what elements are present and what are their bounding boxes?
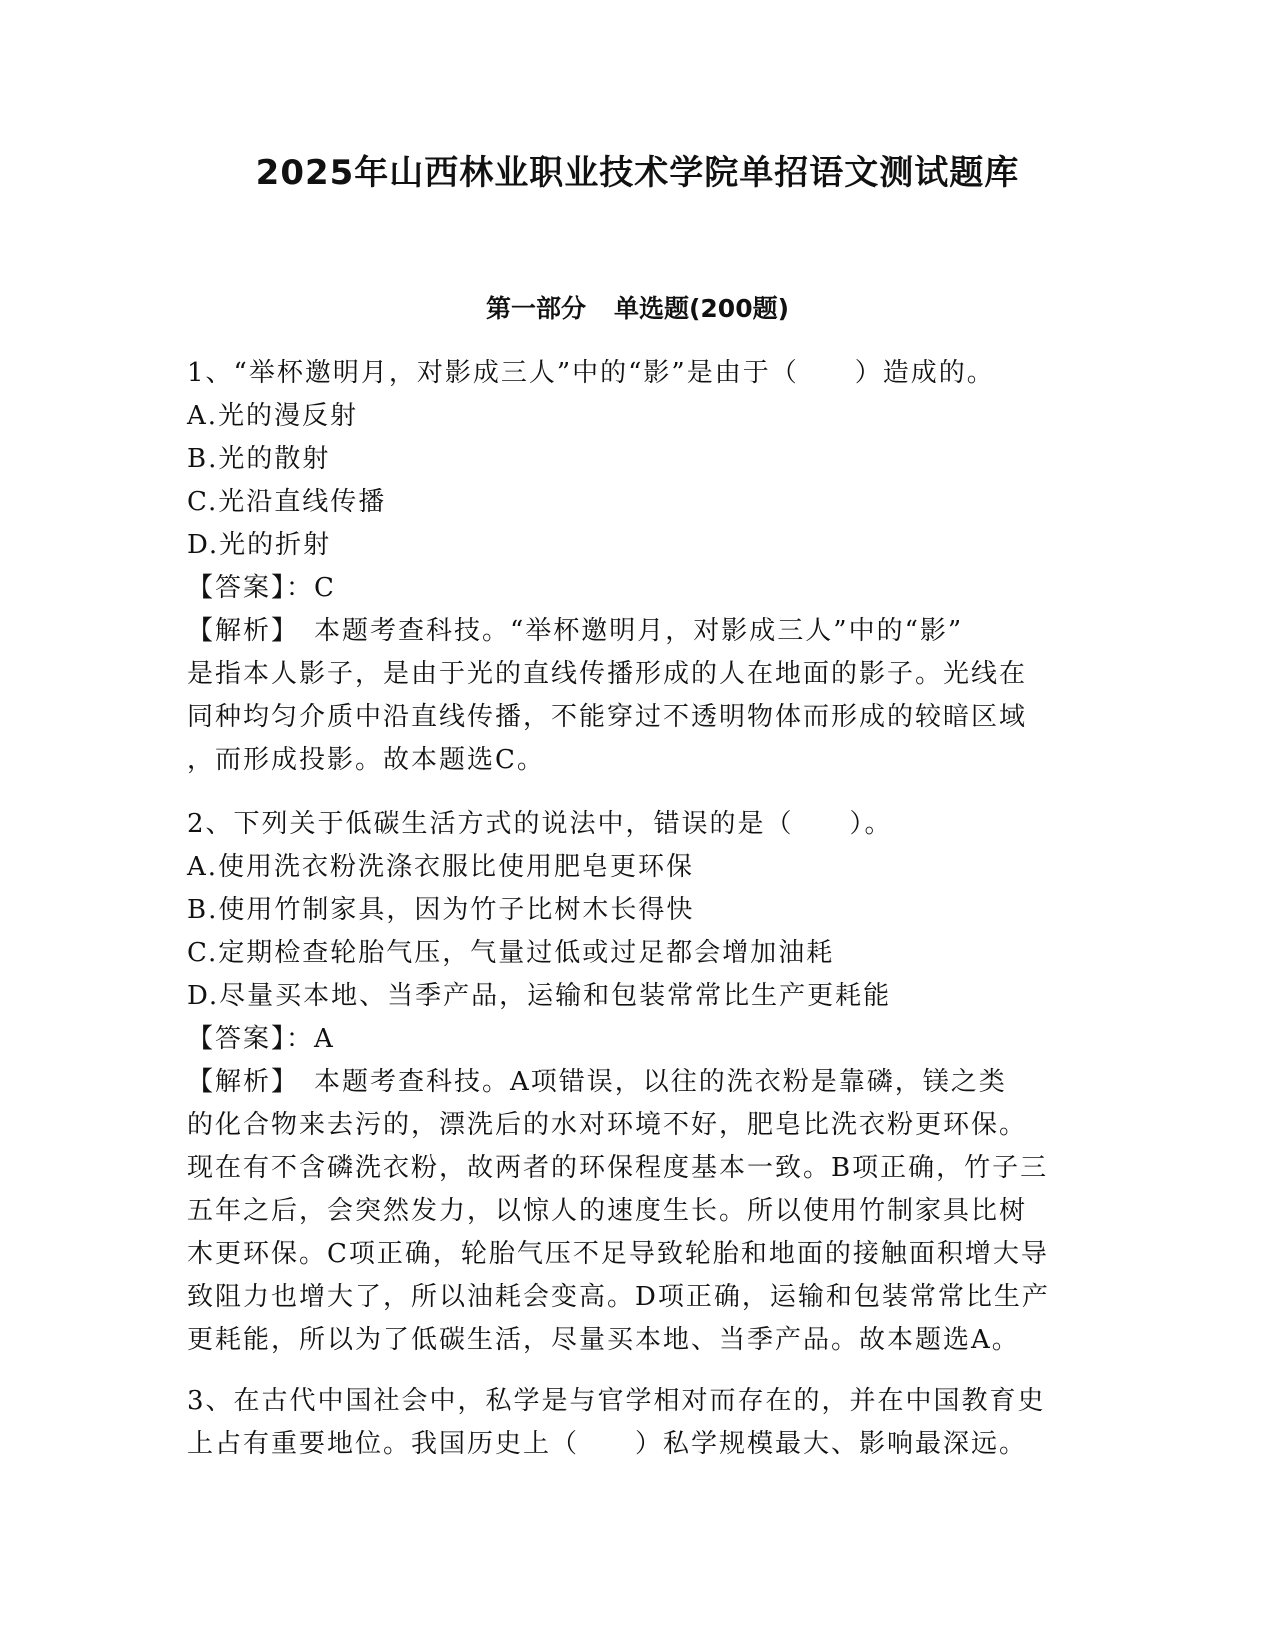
option-a: A.使用洗衣粉洗涤衣服比使用肥皂更环保: [187, 852, 695, 882]
option-a: A.光的漫反射: [187, 401, 359, 431]
question-stem: 3、在古代中国社会中，私学是与官学相对而存在的，并在中国教育史: [187, 1386, 1046, 1416]
option-c: C.光沿直线传播: [187, 487, 387, 517]
question-stem: 上占有重要地位。我国历史上（ ）私学规模最大、影响最深远。: [187, 1429, 1028, 1459]
analysis-line: 更耗能，所以为了低碳生活，尽量买本地、当季产品。故本题选A。: [187, 1325, 1020, 1355]
analysis-line: 【解析】 本题考查科技。“举杯邀明月，对影成三人”中的“影”: [187, 616, 964, 646]
analysis-line: 是指本人影子，是由于光的直线传播形成的人在地面的影子。光线在: [187, 659, 1028, 689]
question-3: [187, 1380, 1077, 1466]
question-2: [187, 803, 1077, 1362]
analysis-line: 现在有不含磷洗衣粉，故两者的环保程度基本一致。B项正确，竹子三: [187, 1153, 1049, 1183]
question-list: [187, 352, 1077, 1466]
option-d: D.光的折射: [187, 530, 332, 560]
section-part-label: 第一部分: [485, 294, 586, 323]
question-1: [187, 352, 1077, 782]
answer-line: 【答案】：C: [187, 573, 336, 603]
question-spacer: [187, 782, 1077, 803]
analysis-line: 致阻力也增大了，所以油耗会变高。D项正确，运输和包装常常比生产: [187, 1282, 1050, 1312]
analysis-line: 同种均匀介质中沿直线传播，不能穿过不透明物体而形成的较暗区域: [187, 702, 1028, 732]
section-heading: [0, 292, 1275, 326]
section-name-label: 单选题(200题): [613, 294, 790, 323]
question-stem: 1、“举杯邀明月，对影成三人”中的“影”是由于（ ）造成的。: [187, 358, 995, 388]
answer-line: 【答案】：A: [187, 1024, 335, 1054]
question-spacer: [187, 1362, 1077, 1380]
analysis-line: ，而形成投影。故本题选C。: [187, 745, 545, 775]
option-d: D.尽量买本地、当季产品，运输和包装常常比生产更耗能: [187, 981, 892, 1011]
option-b: B.光的散射: [187, 444, 331, 474]
analysis-line: 【解析】 本题考查科技。A项错误，以往的洗衣粉是靠磷，镁之类: [187, 1067, 1007, 1097]
analysis-line: 木更环保。C项正确，轮胎气压不足导致轮胎和地面的接触面积增大导: [187, 1239, 1049, 1269]
option-b: B.使用竹制家具，因为竹子比树木长得快: [187, 895, 695, 925]
analysis-line: 的化合物来去污的，漂洗后的水对环境不好，肥皂比洗衣粉更环保。: [187, 1110, 1028, 1140]
option-c: C.定期检查轮胎气压，气量过低或过足都会增加油耗: [187, 938, 835, 968]
analysis-line: 五年之后，会突然发力，以惊人的速度生长。所以使用竹制家具比树: [187, 1196, 1028, 1226]
question-stem: 2、下列关于低碳生活方式的说法中，错误的是（ ）。: [187, 809, 893, 839]
document-title: 2025年山西林业职业技术学院单招语文测试题库: [255, 153, 1020, 193]
